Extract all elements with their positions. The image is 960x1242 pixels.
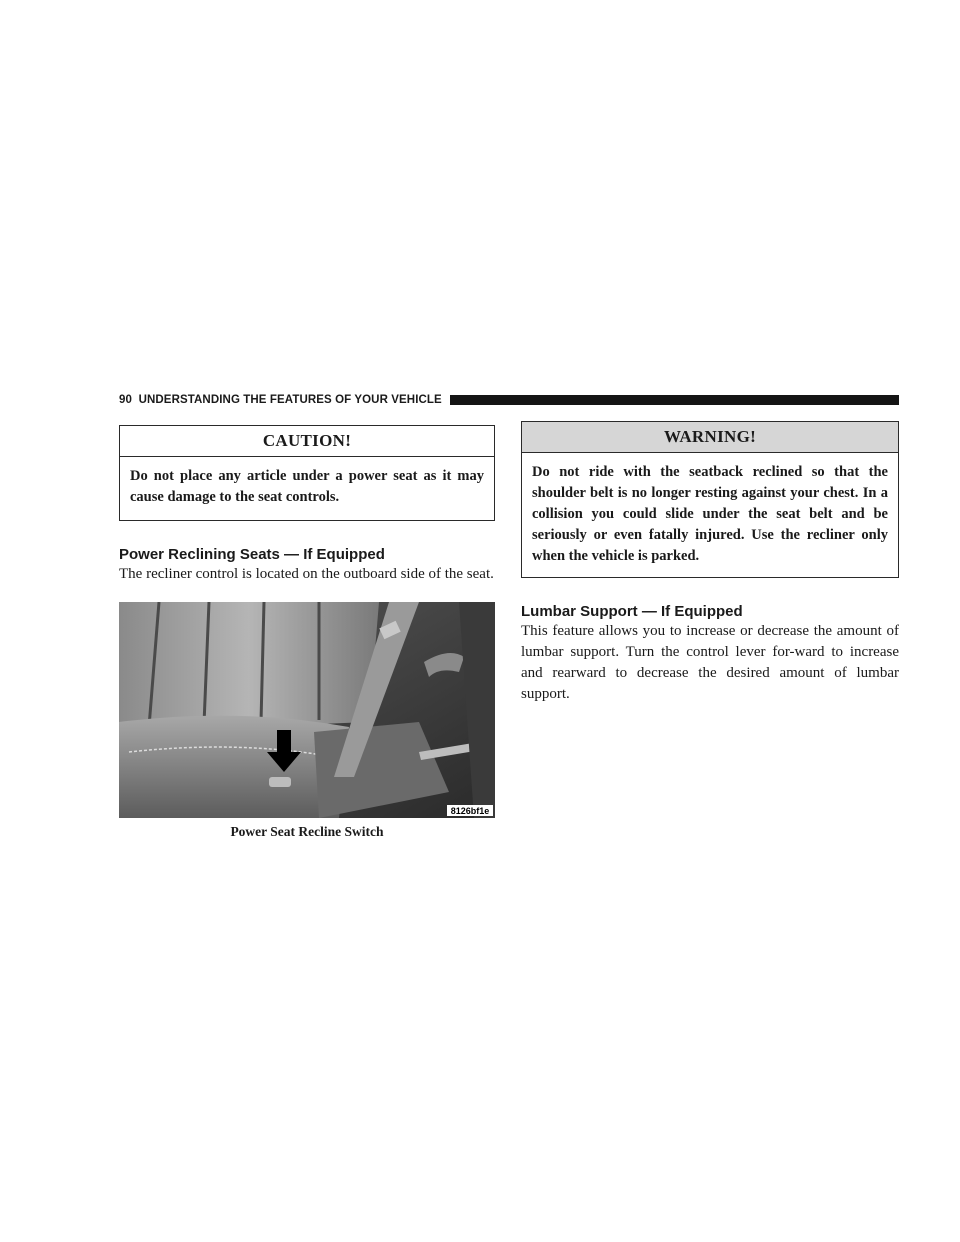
caution-box: [119, 425, 495, 521]
power-reclining-text: The recliner control is located on the outboard side of the seat.: [119, 566, 494, 582]
seat-figure: [119, 602, 495, 840]
lumbar-text: This feature allows you to increase or decrease the amount of lumbar support. Turn the control lever for-ward to increase and rearward to decrease the desired amount of lumbar support.: [521, 623, 899, 702]
caution-title: CAUTION!: [120, 426, 494, 457]
lumbar-heading: Lumbar Support — If Equipped: [521, 603, 743, 620]
page-header: [119, 392, 899, 408]
warning-text: Do not ride with the seatback reclined so that the shoulder belt is no longer resting against your chest. In a collision you could slide under the seat belt and be seriously or even fatally injured. Use the recliner only when the vehicle is parked.: [532, 464, 888, 564]
figure-caption: Power Seat Recline Switch: [230, 824, 384, 839]
power-reclining-heading: Power Reclining Seats — If Equipped: [119, 546, 385, 563]
warning-box: [521, 421, 899, 578]
figure-code: 8126bf1e: [450, 806, 490, 816]
page-header-text: [119, 394, 442, 406]
seat-photo: [119, 602, 495, 818]
left-column: [119, 425, 495, 840]
section-title: UNDERSTANDING THE FEATURES OF YOUR VEHICLE: [138, 394, 442, 406]
warning-title: WARNING!: [522, 422, 898, 453]
right-column: [521, 421, 899, 705]
caution-text: Do not place any article under a power seat as it may cause damage to the seat controls.: [130, 468, 484, 505]
header-rule: [450, 395, 899, 405]
page-number: 90: [119, 394, 132, 406]
